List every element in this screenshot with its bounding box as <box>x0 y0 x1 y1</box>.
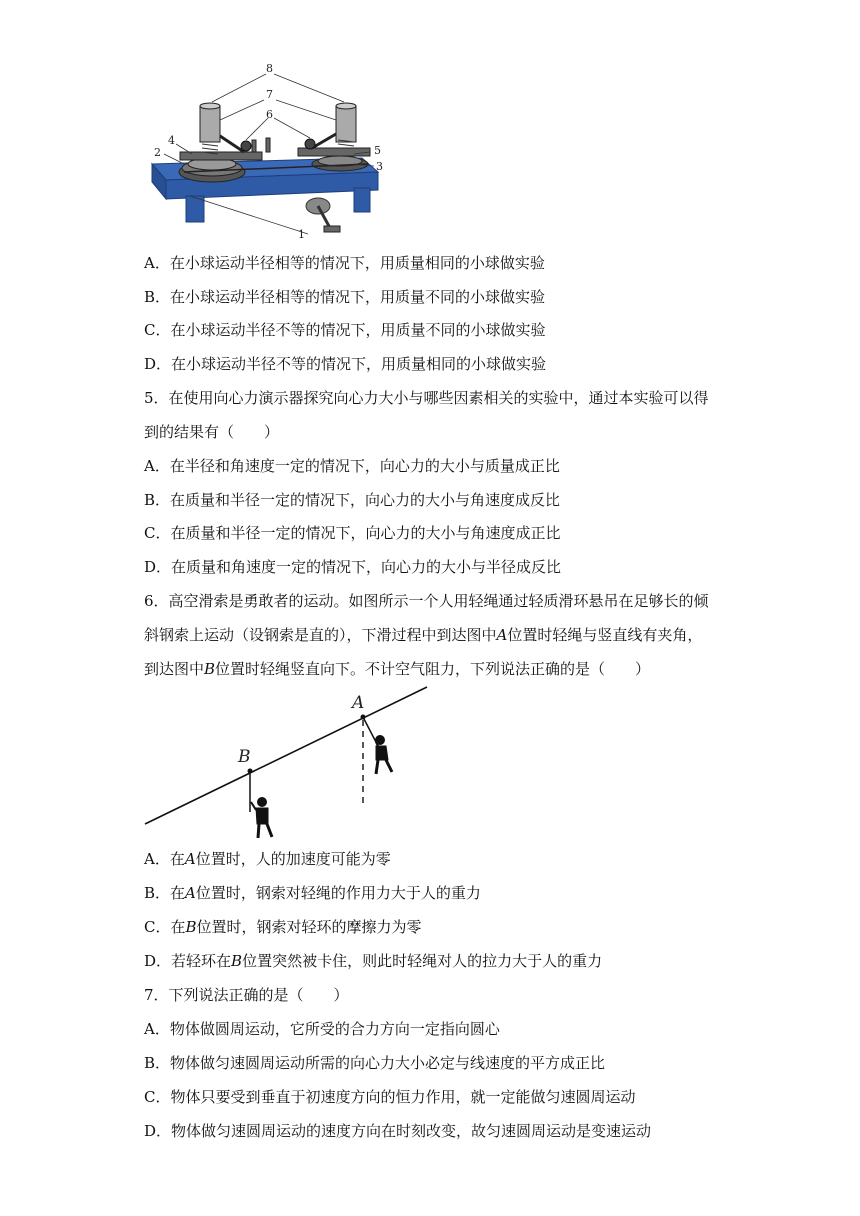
q5-option-d: D．在质量和角速度一定的情况下，向心力的大小与半径成反比 <box>144 558 562 576</box>
callout-7: 7 <box>266 88 273 101</box>
q7-option-b: B．物体做匀速圆周运动所需的向心力大小必定与线速度的平方成正比 <box>144 1054 606 1072</box>
q6-option-b <box>144 882 724 904</box>
q7-option-c: C．物体只要受到垂直于初速度方向的恒力作用，就一定能做匀速圆周运动 <box>144 1088 636 1106</box>
callout-3: 3 <box>376 160 383 173</box>
q7-stem: 7．下列说法正确的是（ ） <box>144 986 349 1004</box>
q5-option-c: C．在质量和半径一定的情况下，向心力的大小与角速度成正比 <box>144 524 561 542</box>
centripetal-force-apparatus-figure <box>140 60 390 245</box>
q6-stem-line3-pre: 到达图中 <box>144 660 205 678</box>
q6-stem-line3-var: B <box>204 660 216 678</box>
q6-option-b-post: 位置时，钢索对轻绳的作用力大于人的重力 <box>195 884 481 902</box>
q7-option-d: D．物体做匀速圆周运动的速度方向在时刻改变，故匀速圆周运动是变速运动 <box>144 1122 652 1140</box>
q6-option-d <box>144 950 724 972</box>
q6-option-c <box>144 916 724 938</box>
callout-4: 4 <box>168 134 175 147</box>
q6-option-d-post: 位置突然被卡住，则此时轻绳对人的拉力大于人的重力 <box>242 952 603 970</box>
q4-option-d: D．在小球运动半径不等的情况下，用质量相同的小球做实验 <box>144 355 547 373</box>
q5-option-a: A．在半径和角速度一定的情况下，向心力的大小与质量成正比 <box>144 457 560 475</box>
q7-option-a: A．物体做圆周运动，它所受的合力方向一定指向圆心 <box>144 1020 500 1038</box>
person-at-a-icon <box>376 736 393 775</box>
callout-1: 1 <box>298 228 305 241</box>
q6-stem-line2 <box>144 624 724 646</box>
callout-6: 6 <box>266 108 273 121</box>
q6-stem-line2-rest: 位置时轻绳与竖直线有夹角， <box>507 626 703 644</box>
zipline-figure <box>140 684 440 844</box>
q6-option-d-pre: D．若轻环在 <box>144 952 232 970</box>
q6-option-c-post: 位置时，钢索对轻环的摩擦力为零 <box>196 918 422 936</box>
q6-stem-line3-rest: 位置时轻绳竖直向下。不计空气阻力，下列说法正确的是（ ） <box>215 660 651 678</box>
q5-stem-line1: 5．在使用向心力演示器探究向心力大小与哪些因素相关的实验中，通过本实验可以得 <box>144 389 709 407</box>
q6-option-a <box>144 848 724 870</box>
callout-5: 5 <box>374 144 381 157</box>
q6-stem-line2-var: A <box>496 626 508 644</box>
q6-option-c-pre: C．在 <box>144 918 186 936</box>
q6-stem-line3 <box>144 658 724 680</box>
q6-stem-line2-text: 斜钢索上运动（设钢索是直的），下滑过程中到达图中 <box>144 626 497 644</box>
q6-stem-line1: 6．高空滑索是勇敢者的运动。如图所示一个人用轻绳通过轻质滑环悬吊在足够长的倾 <box>144 592 709 610</box>
q6-option-a-pre: A．在 <box>144 850 185 868</box>
q5-option-b: B．在质量和半径一定的情况下，向心力的大小与角速度成反比 <box>144 491 561 509</box>
point-b-label: B <box>238 747 251 767</box>
q6-option-d-var: B <box>231 952 243 970</box>
callout-2: 2 <box>154 146 161 159</box>
q6-option-a-var: A <box>184 850 196 868</box>
q4-option-a: A．在小球运动半径相等的情况下，用质量相同的小球做实验 <box>144 254 545 272</box>
q6-option-a-post: 位置时，人的加速度可能为零 <box>195 850 391 868</box>
q4-option-c: C．在小球运动半径不等的情况下，用质量不同的小球做实验 <box>144 321 546 339</box>
callout-8: 8 <box>266 62 273 75</box>
q5-stem-line2: 到的结果有（ ） <box>144 423 280 441</box>
person-at-b-icon <box>251 798 272 839</box>
q6-option-b-var: A <box>185 884 196 902</box>
q6-option-b-pre: B．在 <box>144 884 186 902</box>
q6-option-c-var: B <box>185 918 197 936</box>
q4-option-b: B．在小球运动半径相等的情况下，用质量不同的小球做实验 <box>144 288 546 306</box>
point-a-label: A <box>352 693 365 713</box>
